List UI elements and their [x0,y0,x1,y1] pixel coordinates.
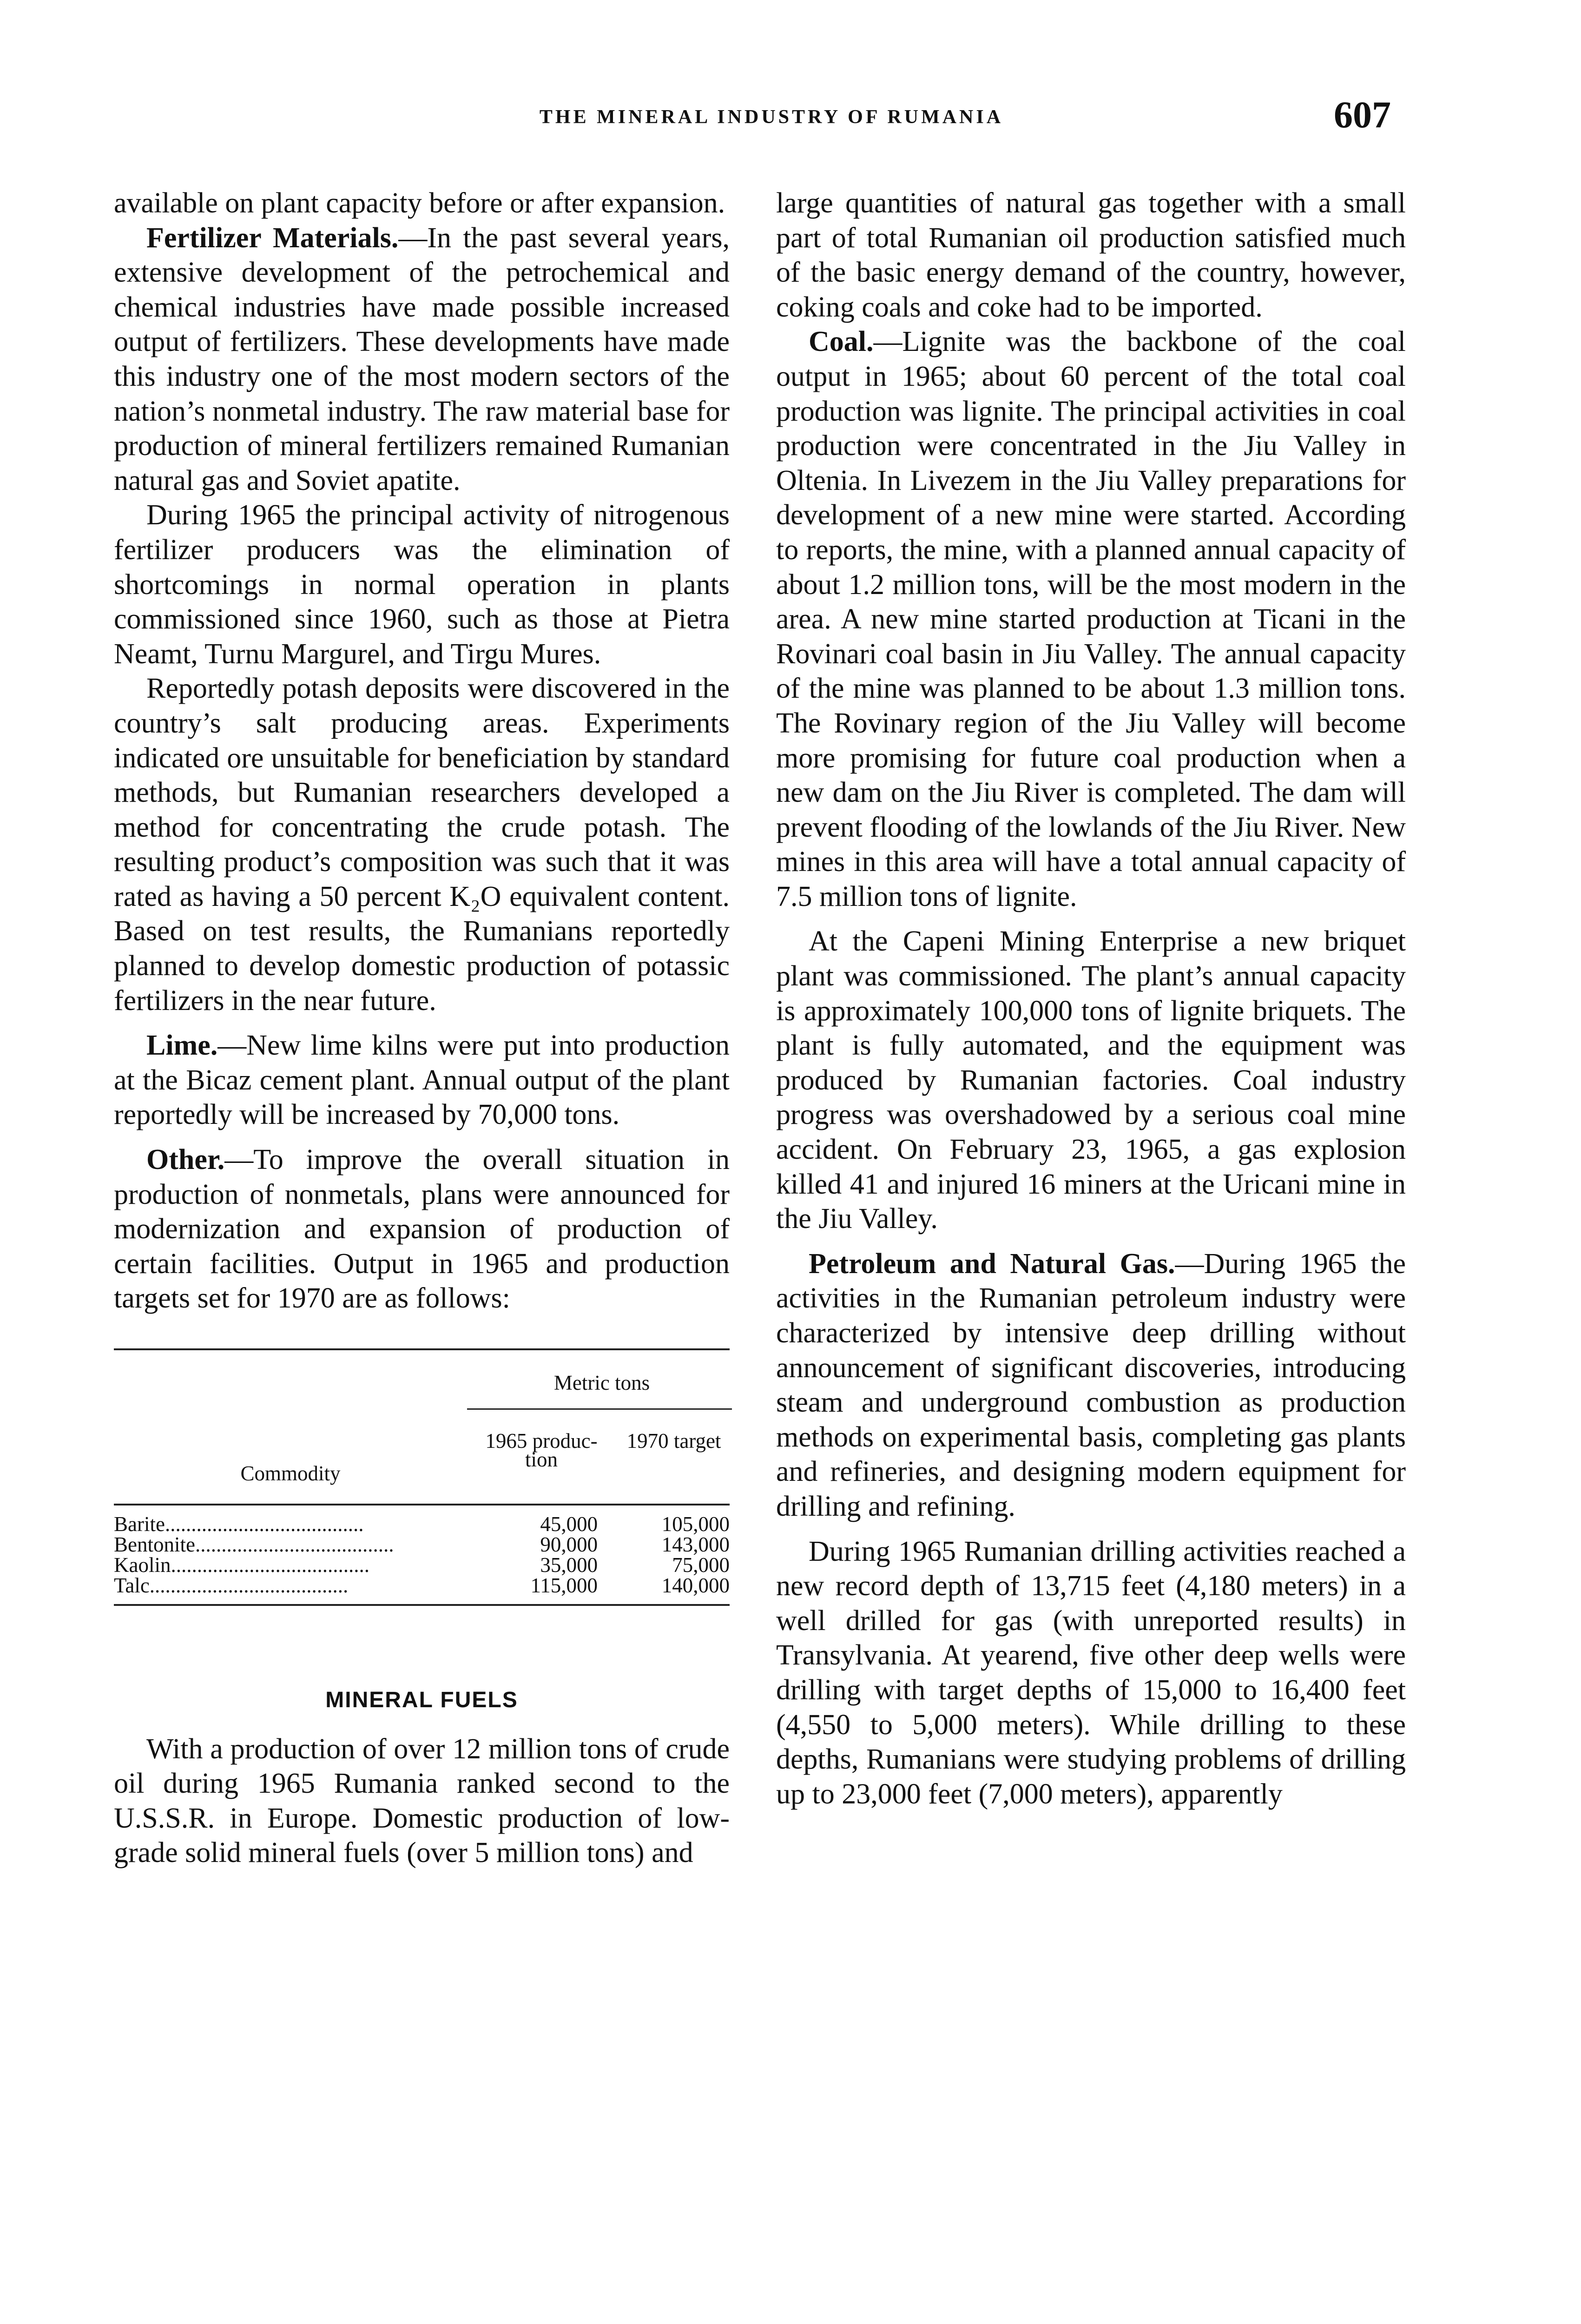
target-1970-cell: 75,000 [672,1553,730,1577]
fertilizer-heading: Fertilizer Materials. [146,222,399,254]
commodity-cell: Talc...................................... [114,1575,349,1596]
table-row [114,1575,730,1596]
production-1965-cell: 45,000 [540,1512,598,1536]
fertilizer-text: —In the past several years, extensive development of the petrochemical and chemical industries have made possible increased output of fertilizers. These developments have made this industry one of the most modern sectors of the nation’s nonmetal industry. The raw material base for production of mineral fertilizers remained Rumanian natural gas and Soviet apatite. [114,222,730,496]
group-header-rule [467,1408,732,1410]
paragraph-other [114,1142,730,1316]
other-heading: Other. [146,1144,225,1176]
paragraph-continuation: large quantities of natural gas together with a small part of total Rumanian oil production satisfied much of the basic energy demand of the country, however, coking coals and coke had to be imported. [776,187,1406,323]
table-row [114,1555,730,1575]
table-row [114,1514,730,1534]
paragraph-fertilizer [114,221,730,498]
paragraph-petroleum [776,1247,1406,1524]
commodity-cell: Bentonite...................................... [114,1534,394,1555]
paragraph-lime [114,1028,730,1132]
paragraph-capeni: At the Capeni Mining Enterprise a new briquet plant was commissioned. The plant’s annual capacity is approximately 100,000 tons of lignite briquets. The plant is fully automated, and the equipment was produced by Rumanian factories. Coal industry progress was overshadowed by a serious coal mine accident. On February 23, 1965, a gas explosion killed 41 and injured 16 miners at the Uricani mine in the Jiu Valley. [776,925,1406,1235]
paragraph-coal [776,324,1406,914]
paragraph-continuation: available on plant capacity before or after expansion. [114,187,725,219]
coal-heading: Coal. [809,326,874,358]
lime-text: —New lime kilns were put into production at the Bicaz cement plant. Annual output of the plant reportedly will be increased by 70,000 tons. [114,1030,730,1131]
target-1970-header: 1970 target [626,1429,721,1452]
metric-tons-header: Metric tons [553,1371,650,1394]
table-row [114,1534,730,1555]
running-title: THE MINERAL INDUSTRY OF RUMANIA [539,106,1004,128]
production-1965-header: 1965 produc- tion [485,1429,598,1471]
commodity-header: Commodity [240,1462,341,1485]
left-column [114,186,730,1870]
production-1965-cell: 115,000 [530,1574,598,1597]
paragraph-nitrogenous: During 1965 the principal activity of nitrogenous fertilizer producers was the elimination of shortcomings in normal operation in plants commissioned since 1960, such as those at Pietra Neamt, Turnu Margurel, and Tirgu Mures. [114,499,730,670]
target-1970-cell: 143,000 [661,1533,730,1556]
lime-heading: Lime. [146,1030,218,1062]
commodity-cell: Kaolin...................................... [114,1555,369,1575]
right-column [776,186,1406,1811]
coal-text: —Lignite was the backbone of the coal output in 1965; about 60 percent of the total coal production was lignite. The principal activities in coal production were concentrated in the Jiu Valley in Oltenia. In Livezem in the Jiu Valley preparations for development of a new mine were started. According to reports, the mine, with a planned annual capacity of about 1.2 million tons, will be the most modern in the area. A new mine started production at Ticani in the Rovinari coal basin in Jiu Valley. The annual capacity of the mine was planned to be about 1.3 million tons. The Rovinary region of the Jiu Valley will become more promising for future coal production when a new dam on the Jiu River is completed. The dam will prevent flooding of the lowlands of the Jiu River. New mines in this area will have a total annual capacity of 7.5 million tons of lignite. [776,326,1406,912]
table-body [114,1505,730,1604]
nonmetals-table [114,1348,730,1606]
production-1965-cell: 90,000 [540,1533,598,1556]
paragraph-mineral-fuels: With a production of over 12 million tons of crude oil during 1965 Rumania ranked second to the U.S.S.R. in Europe. Domestic production of low-grade solid mineral fuels (over 5 million tons) and [114,1733,730,1869]
table-header [114,1350,730,1504]
production-1965-cell: 35,000 [540,1553,598,1577]
paragraph-drilling: During 1965 Rumanian drilling activities reached a new record depth of 13,715 feet (4,180 meters) in a well drilled for gas (with unreported results) in Transylvania. At yearend, five other deep wells were drilling with target depths of 15,000 to 16,400 feet (4,550 to 5,000 meters). While drilling to these depths, Rumanians were studying problems of drilling up to 23,000 feet (7,000 meters), apparently [776,1535,1406,1810]
paragraph-potash: Reportedly potash deposits were discovered in the country’s salt producing areas. Experiments indicated ore unsuitable for beneficiation by standard methods, but Rumanian researchers developed a method for concentrating the crude potash. The resulting product’s composition was such that it was rated as having a 50 percent K₂O equivalent content. Based on test results, the Rumanians reportedly planned to develop domestic production of potassic fertilizers in the near future. [114,673,730,1017]
commodity-cell: Barite...................................... [114,1514,364,1534]
other-text: —To improve the overall situation in production of nonmetals, plans were announced for modernization and expansion of production of certain facilities. Output in 1965 and production targets set for 1970 are as follows: [114,1144,730,1314]
mineral-fuels-heading: MINERAL FUELS [325,1688,518,1712]
target-1970-cell: 105,000 [661,1512,730,1536]
petroleum-heading: Petroleum and Natural Gas. [809,1248,1175,1280]
page-number: 607 [1334,93,1391,136]
target-1970-cell: 140,000 [661,1574,730,1597]
petroleum-text: —During 1965 the activities in the Rumanian petroleum industry were characterized by intensive deep drilling without announcement of significant discoveries, introducing steam and underground combustion as production methods on experimental basis, completing gas plants and refineries, and designing modern equipment for drilling and refining. [776,1248,1406,1522]
